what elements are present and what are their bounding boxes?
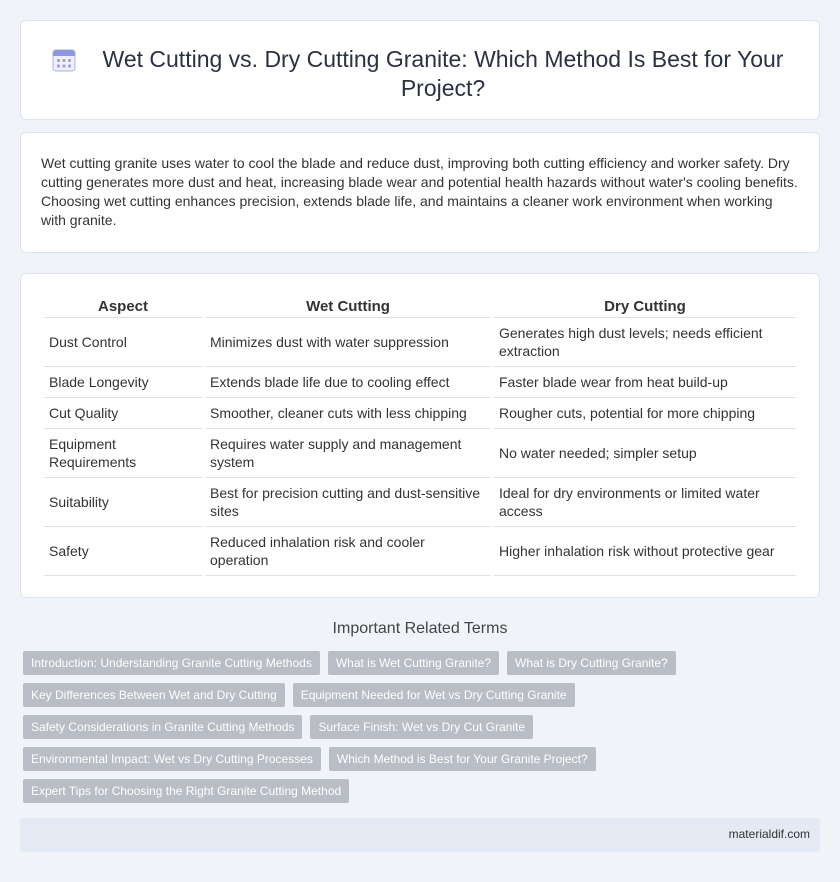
table-row bbox=[44, 478, 796, 527]
related-term-tag[interactable]: Introduction: Understanding Granite Cutting Methods bbox=[23, 651, 320, 675]
related-term-tag[interactable]: Surface Finish: Wet vs Dry Cut Granite bbox=[310, 715, 533, 739]
table-cell: Requires water supply and management system bbox=[205, 429, 491, 478]
table-cell: Best for precision cutting and dust-sensitive sites bbox=[205, 478, 491, 527]
related-term-tag[interactable]: Expert Tips for Choosing the Right Granite Cutting Method bbox=[23, 779, 349, 803]
table-cell: Faster blade wear from heat build-up bbox=[494, 367, 796, 398]
comparison-table bbox=[41, 296, 799, 576]
table-cell: Equipment Requirements bbox=[44, 429, 202, 478]
table-row bbox=[44, 398, 796, 429]
related-term-tag[interactable]: What is Dry Cutting Granite? bbox=[507, 651, 676, 675]
table-row bbox=[44, 527, 796, 576]
table-header-row bbox=[44, 296, 796, 318]
table-cell: Suitability bbox=[44, 478, 202, 527]
table-cell: Rougher cuts, potential for more chipping bbox=[494, 398, 796, 429]
header-dry-cutting: Dry Cutting bbox=[494, 296, 796, 318]
page-title: Wet Cutting vs. Dry Cutting Granite: Which Method Is Best for Your Project? bbox=[102, 46, 784, 101]
table-cell: Minimizes dust with water suppression bbox=[205, 318, 491, 367]
table-row bbox=[44, 429, 796, 478]
header-card bbox=[20, 20, 820, 120]
footer-site-link[interactable]: materialdif.com bbox=[728, 827, 810, 841]
footer bbox=[20, 818, 820, 852]
related-term-tag[interactable]: What is Wet Cutting Granite? bbox=[328, 651, 499, 675]
table-cell: Reduced inhalation risk and cooler operation bbox=[205, 527, 491, 576]
table-cell: Dust Control bbox=[44, 318, 202, 367]
related-term-tag[interactable]: Key Differences Between Wet and Dry Cutting bbox=[23, 683, 285, 707]
table-cell: Cut Quality bbox=[44, 398, 202, 429]
table-cell: Ideal for dry environments or limited water access bbox=[494, 478, 796, 527]
table-cell: No water needed; simpler setup bbox=[494, 429, 796, 478]
related-terms-heading: Important Related Terms bbox=[332, 620, 508, 637]
related-term-tag[interactable]: Equipment Needed for Wet vs Dry Cutting Granite bbox=[293, 683, 575, 707]
related-term-tag[interactable]: Environmental Impact: Wet vs Dry Cutting Processes bbox=[23, 747, 321, 771]
calendar-icon bbox=[51, 47, 77, 73]
related-term-tag[interactable]: Safety Considerations in Granite Cutting Methods bbox=[23, 715, 302, 739]
related-terms-list bbox=[23, 651, 803, 811]
table-row bbox=[44, 367, 796, 398]
table-cell: Blade Longevity bbox=[44, 367, 202, 398]
header-wet-cutting: Wet Cutting bbox=[205, 296, 491, 318]
table-cell: Higher inhalation risk without protective gear bbox=[494, 527, 796, 576]
related-term-tag[interactable]: Which Method is Best for Your Granite Project? bbox=[329, 747, 596, 771]
table-cell: Generates high dust levels; needs efficient extraction bbox=[494, 318, 796, 367]
intro-card bbox=[20, 132, 820, 253]
comparison-card bbox=[20, 273, 820, 598]
table-cell: Smoother, cleaner cuts with less chipping bbox=[205, 398, 491, 429]
header-aspect: Aspect bbox=[44, 296, 202, 318]
intro-paragraph: Wet cutting granite uses water to cool the blade and reduce dust, improving both cutting efficiency and worker safety. Dry cutting generates more dust and heat, increasing blade wear and potential health hazards without water's cooling benefits. Choosing wet cutting enhances precision, extends blade life, and maintains a cleaner work environment when working with granite. bbox=[41, 155, 798, 228]
table-row bbox=[44, 318, 796, 367]
table-cell: Extends blade life due to cooling effect bbox=[205, 367, 491, 398]
table-cell: Safety bbox=[44, 527, 202, 576]
